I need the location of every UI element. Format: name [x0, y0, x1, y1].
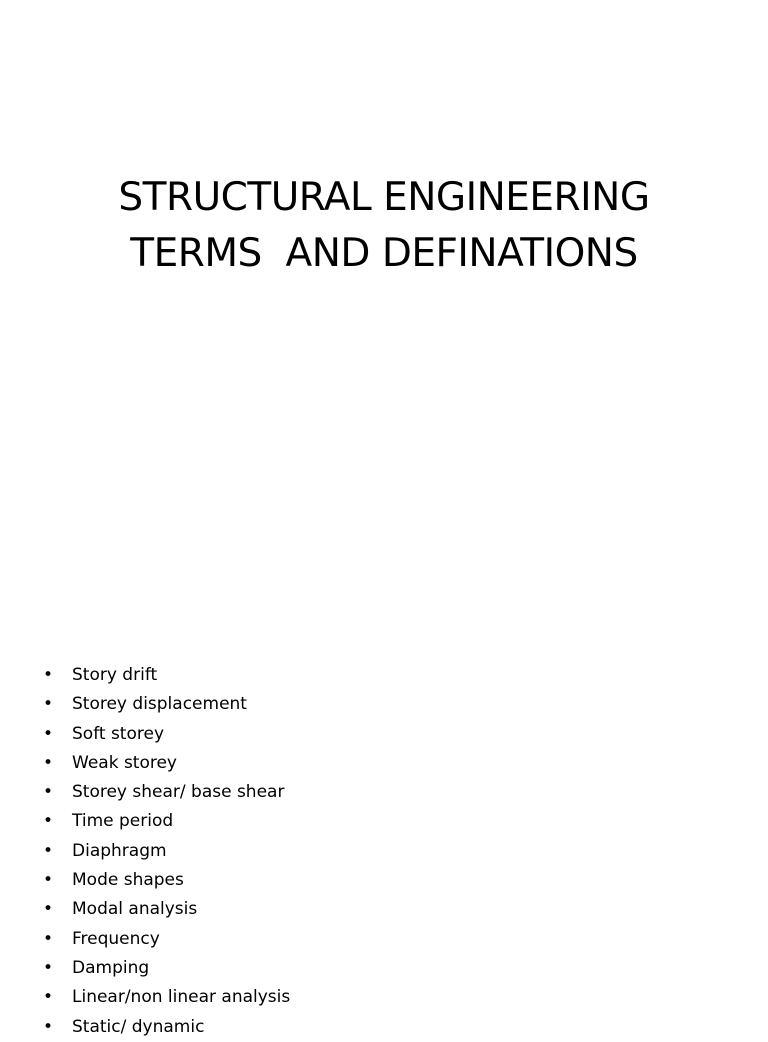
bullet-icon: •: [43, 928, 54, 949]
bullet-icon: •: [43, 811, 54, 832]
title-line-1: STRUCTURAL ENGINEERING: [118, 175, 650, 220]
bullet-list: [0, 661, 768, 1042]
bullet-icon: •: [43, 694, 54, 715]
list-item-text: Modal analysis: [72, 899, 198, 920]
list-item-text: Linear/non linear analysis: [72, 987, 291, 1008]
title-line-2: TERMS AND DEFINATIONS: [130, 231, 638, 276]
list-item-text: Time period: [72, 811, 174, 832]
bullet-icon: •: [43, 840, 54, 861]
list-item: [0, 749, 768, 778]
list-item: [0, 661, 768, 690]
list-item: [0, 837, 768, 866]
list-item: [0, 807, 768, 836]
list-item: [0, 720, 768, 749]
list-item: [0, 895, 768, 924]
bullet-icon: •: [43, 987, 54, 1008]
list-item-text: Mode shapes: [72, 870, 184, 891]
bullet-icon: •: [43, 957, 54, 978]
list-item-text: Storey shear/ base shear: [72, 782, 285, 803]
list-item-text: Story drift: [72, 665, 158, 685]
list-item: [0, 866, 768, 895]
list-item: [0, 778, 768, 807]
bullet-icon: •: [43, 665, 54, 685]
list-item-text: Soft storey: [72, 723, 165, 744]
list-item-text: Diaphragm: [72, 840, 167, 861]
list-item: [0, 983, 768, 1012]
bullet-icon: •: [43, 1016, 54, 1037]
bullet-icon: •: [43, 870, 54, 891]
list-item-text: Static/ dynamic: [72, 1016, 205, 1037]
bullet-icon: •: [43, 782, 54, 803]
bullet-icon: •: [43, 752, 54, 773]
list-item: [0, 954, 768, 983]
slide-title: [0, 170, 768, 282]
bullet-icon: •: [43, 723, 54, 744]
list-item: [0, 690, 768, 719]
bullet-icon: •: [43, 899, 54, 920]
list-item-text: Damping: [72, 957, 150, 978]
list-item-text: Frequency: [72, 928, 160, 949]
list-item-text: Storey displacement: [72, 694, 247, 715]
list-item: [0, 925, 768, 954]
list-item-text: Weak storey: [72, 752, 177, 773]
list-item: [0, 1013, 768, 1042]
